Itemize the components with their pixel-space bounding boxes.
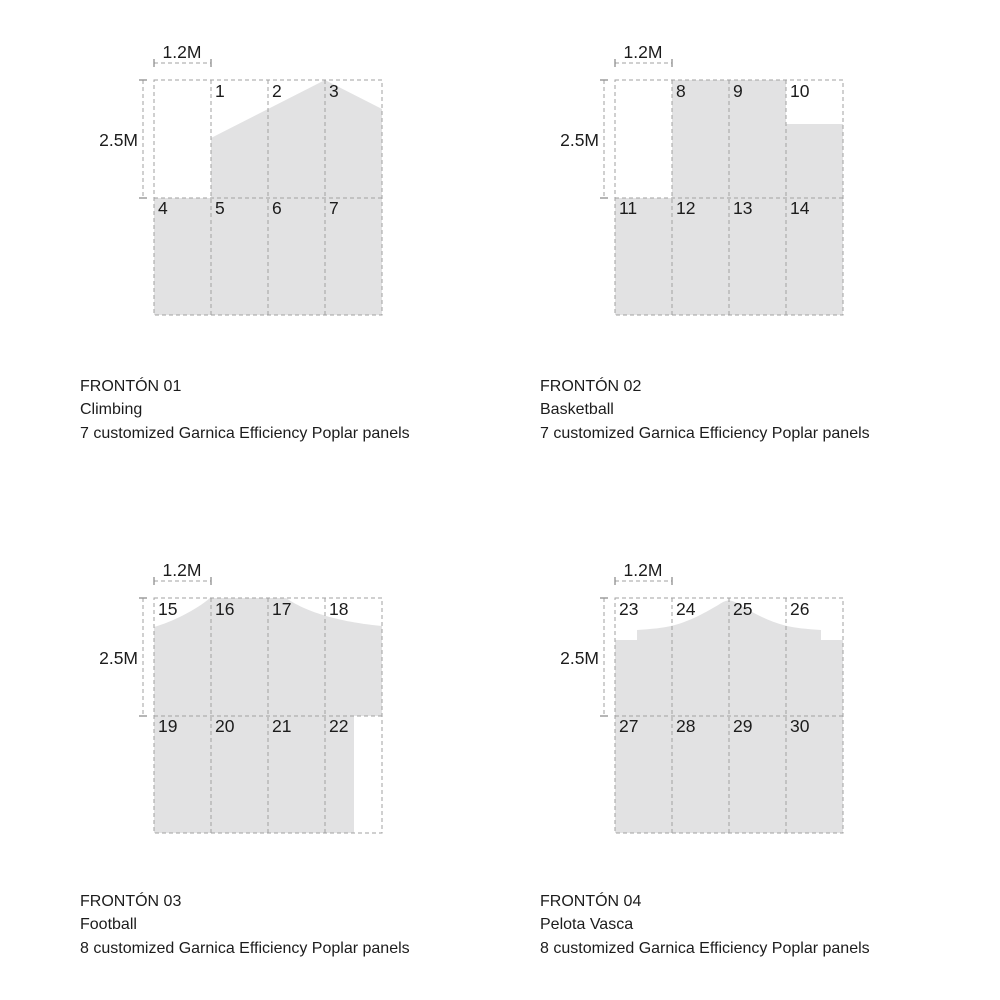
fronton-title: FRONTÓN 01 xyxy=(80,378,182,395)
panel-number: 9 xyxy=(733,81,743,101)
fronton-title: FRONTÓN 02 xyxy=(540,378,642,395)
panel-number: 18 xyxy=(329,599,349,619)
fronton-03-caption xyxy=(80,890,410,960)
width-dimension xyxy=(615,560,672,585)
fronton-title: FRONTÓN 04 xyxy=(540,893,642,910)
panel-number: 5 xyxy=(215,198,225,218)
panel-number: 29 xyxy=(733,716,753,736)
panel-number: 22 xyxy=(329,716,349,736)
panel-number: 15 xyxy=(158,599,178,619)
width-dimension xyxy=(615,42,672,67)
height-dimension-label: 2.5M xyxy=(560,130,599,150)
fronton-sport: Pelota Vasca xyxy=(540,916,634,934)
panel-number: 12 xyxy=(676,198,696,218)
fronton-04-caption xyxy=(540,890,870,960)
panel-number: 23 xyxy=(619,599,639,619)
panel-number: 3 xyxy=(329,81,339,101)
panel-number: 10 xyxy=(790,81,810,101)
panel-number: 17 xyxy=(272,599,292,619)
fronton-01-caption xyxy=(80,375,410,445)
panel-number: 14 xyxy=(790,198,810,218)
fronton-sport: Football xyxy=(80,916,137,934)
panel-number: 1 xyxy=(215,81,225,101)
fronton-title: FRONTÓN 03 xyxy=(80,893,182,910)
panel-number: 8 xyxy=(676,81,686,101)
fronton-03-diagram xyxy=(60,538,400,858)
panel-number: 13 xyxy=(733,198,753,218)
height-dimension xyxy=(560,80,608,198)
panel-number: 25 xyxy=(733,599,753,619)
width-dimension-label: 1.2M xyxy=(162,42,202,62)
panel-number: 27 xyxy=(619,716,639,736)
width-dimension-label: 1.2M xyxy=(623,560,663,580)
height-dimension-label: 2.5M xyxy=(560,648,599,668)
width-dimension-label: 1.2M xyxy=(623,42,663,62)
panel-number: 21 xyxy=(272,716,292,736)
panel-number: 11 xyxy=(619,198,638,218)
fronton-panels-desc: 7 customized Garnica Efficiency Poplar panels xyxy=(80,424,410,442)
panel-number: 4 xyxy=(158,198,168,218)
panel-number: 24 xyxy=(676,599,696,619)
panel-number: 16 xyxy=(215,599,235,619)
panel-number: 26 xyxy=(790,599,810,619)
panel-number: 6 xyxy=(272,198,282,218)
height-dimension xyxy=(99,598,147,716)
fronton-04-diagram xyxy=(521,538,861,858)
height-dimension-label: 2.5M xyxy=(99,130,138,150)
fronton-01-diagram xyxy=(60,20,400,340)
fronton-panels-desc: 8 customized Garnica Efficiency Poplar panels xyxy=(540,939,870,957)
panel-number: 28 xyxy=(676,716,696,736)
fronton-sport: Basketball xyxy=(540,401,614,419)
panel-number: 2 xyxy=(272,81,282,101)
panel-number: 20 xyxy=(215,716,235,736)
fronton-panels-desc: 7 customized Garnica Efficiency Poplar panels xyxy=(540,424,870,442)
width-dimension xyxy=(154,560,211,585)
panel-number: 7 xyxy=(329,198,339,218)
fronton-02-caption xyxy=(540,375,870,445)
fronton-panels-desc: 8 customized Garnica Efficiency Poplar panels xyxy=(80,939,410,957)
height-dimension xyxy=(560,598,608,716)
height-dimension xyxy=(99,80,147,198)
fronton-02-diagram xyxy=(521,20,861,340)
panel-number: 30 xyxy=(790,716,810,736)
width-dimension-label: 1.2M xyxy=(162,560,202,580)
fronton-sport: Climbing xyxy=(80,401,143,419)
height-dimension-label: 2.5M xyxy=(99,648,138,668)
panel-number: 19 xyxy=(158,716,178,736)
width-dimension xyxy=(154,42,211,67)
